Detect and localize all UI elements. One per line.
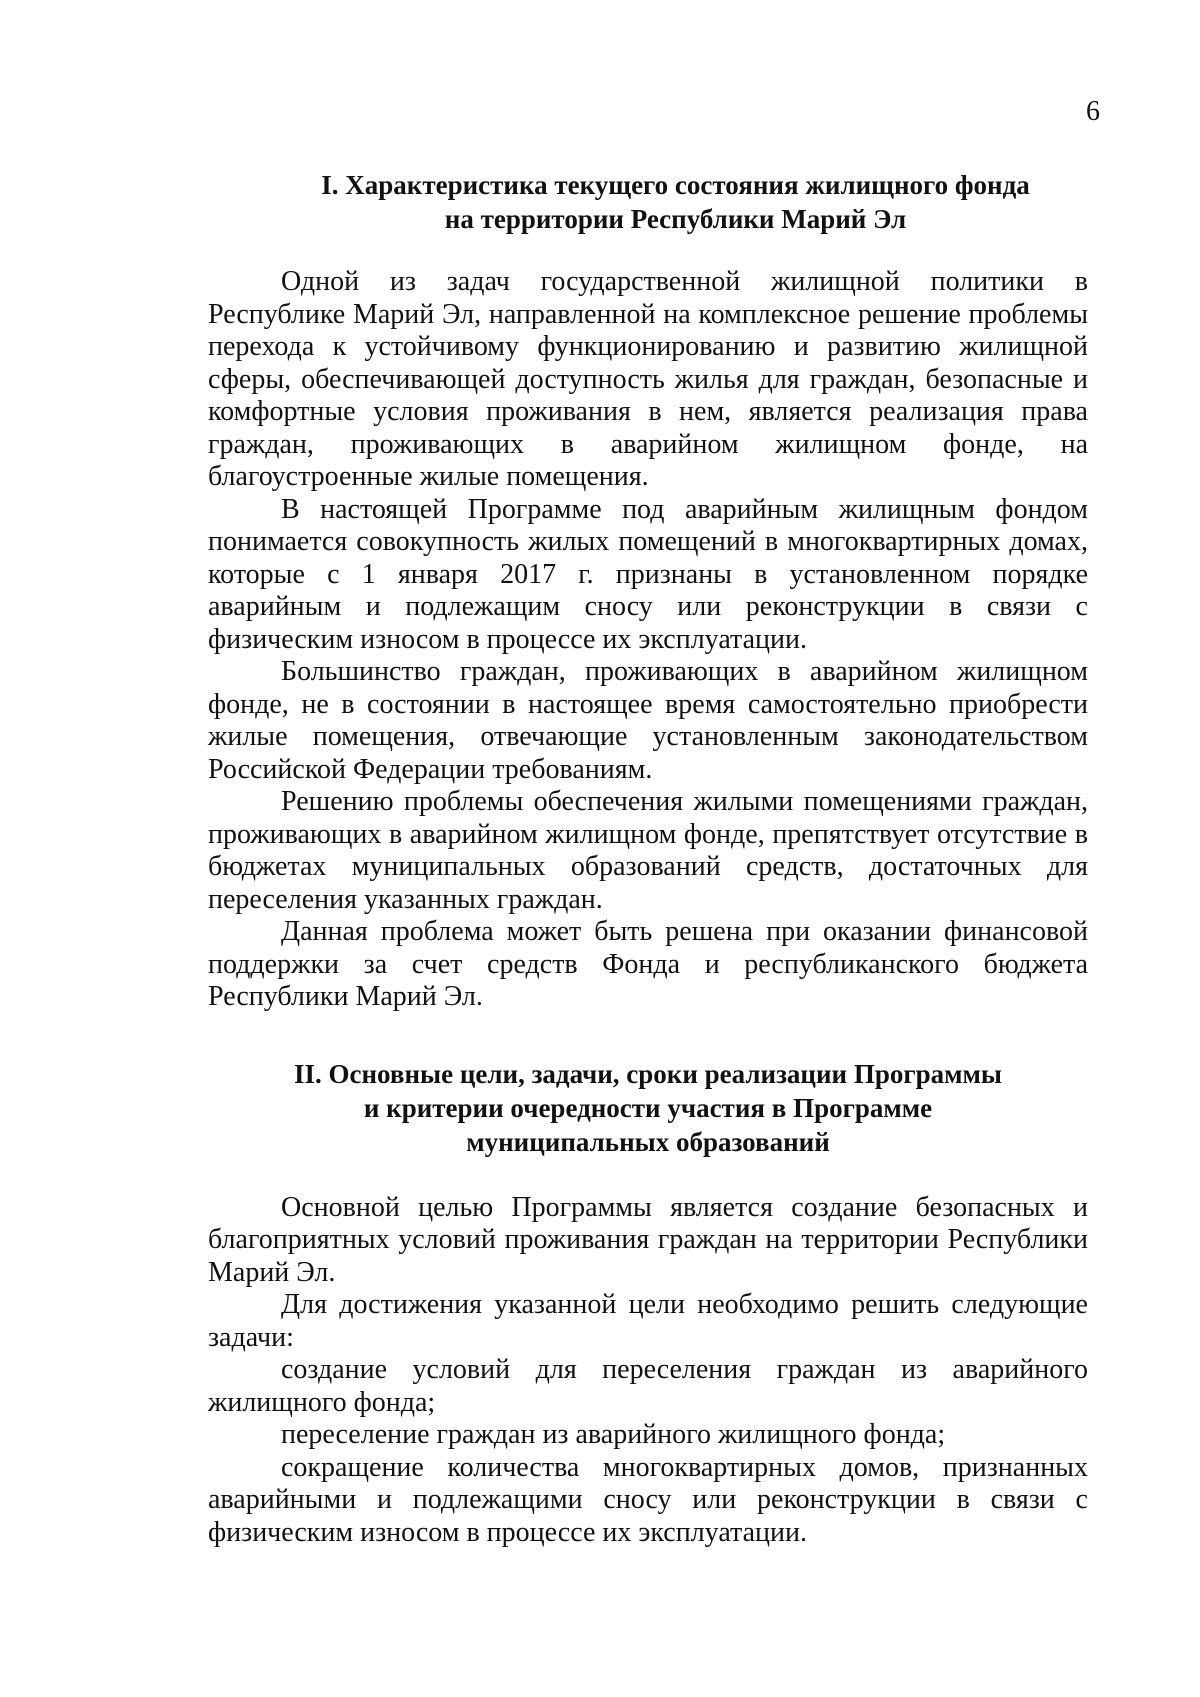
section-1-heading	[208, 168, 1088, 236]
section-2-heading-line: II. Основные цели, задачи, сроки реализации Программы	[293, 1058, 1003, 1089]
paragraph: Решению проблемы обеспечения жилыми помещениями граждан, проживающих в аварийном жилищном фонде, препятствует отсутствие в бюджетах муниципальных образований средств, достаточных для переселения указанных граждан.	[208, 786, 1088, 915]
section-2-body	[208, 1192, 1088, 1550]
list-item: создание условий для переселения граждан из аварийного жилищного фонда;	[208, 1354, 1088, 1418]
list-item: переселение граждан из аварийного жилищного фонда;	[281, 1419, 946, 1450]
section-2-heading-line: муниципальных образований	[466, 1126, 830, 1157]
section-2-heading-line: и критерии очередности участия в Программе	[363, 1092, 933, 1123]
paragraph: Одной из задач государственной жилищной политики в Республике Марий Эл, направленной на комплексное решение проблемы перехода к устойчивому функционированию и развитию жилищной сферы, обеспечивающей доступность жилья для граждан, безопасные и комфортные условия проживания в нем, является реализация права граждан, проживающих в аварийном жилищном фонде, на благоустроенные жилые помещения.	[208, 266, 1088, 492]
section-1-heading-line: на территории Республики Марий Эл	[444, 204, 907, 234]
list-item: сокращение количества многоквартирных домов, признанных аварийными и подлежащими сносу или реконструкции в связи с физическим износом в процессе их эксплуатации.	[208, 1451, 1088, 1548]
paragraph: В настоящей Программе под аварийным жилищным фондом понимается совокупность жилых помещений в многоквартирных домах, которые с 1 января 2017 г. признаны в установленном порядке аварийным и подлежащим сносу или реконструкции в связи с физическим износом в процессе их эксплуатации.	[208, 493, 1088, 655]
document-content	[208, 168, 1088, 1549]
page-number: 6	[1086, 96, 1100, 127]
paragraph: Большинство граждан, проживающих в аварийном жилищном фонде, не в состоянии в настоящее время самостоятельно приобрести жилые помещения, отвечающие установленным законодательством Российской Федерации требованиям.	[208, 656, 1088, 785]
paragraph: Основной целью Программы является создание безопасных и благоприятных условий проживания граждан на территории Республики Марий Эл.	[208, 1191, 1088, 1288]
section-1-body	[208, 266, 1088, 1014]
section-1-heading-line: I. Характеристика текущего состояния жилищного фонда	[321, 170, 1030, 200]
section-2-heading	[208, 1057, 1088, 1159]
paragraph: Данная проблема может быть решена при оказании финансовой поддержки за счет средств Фонда и республиканского бюджета Республики Марий Эл.	[208, 916, 1088, 1012]
paragraph: Для достижения указанной цели необходимо решить следующие задачи:	[208, 1289, 1088, 1353]
